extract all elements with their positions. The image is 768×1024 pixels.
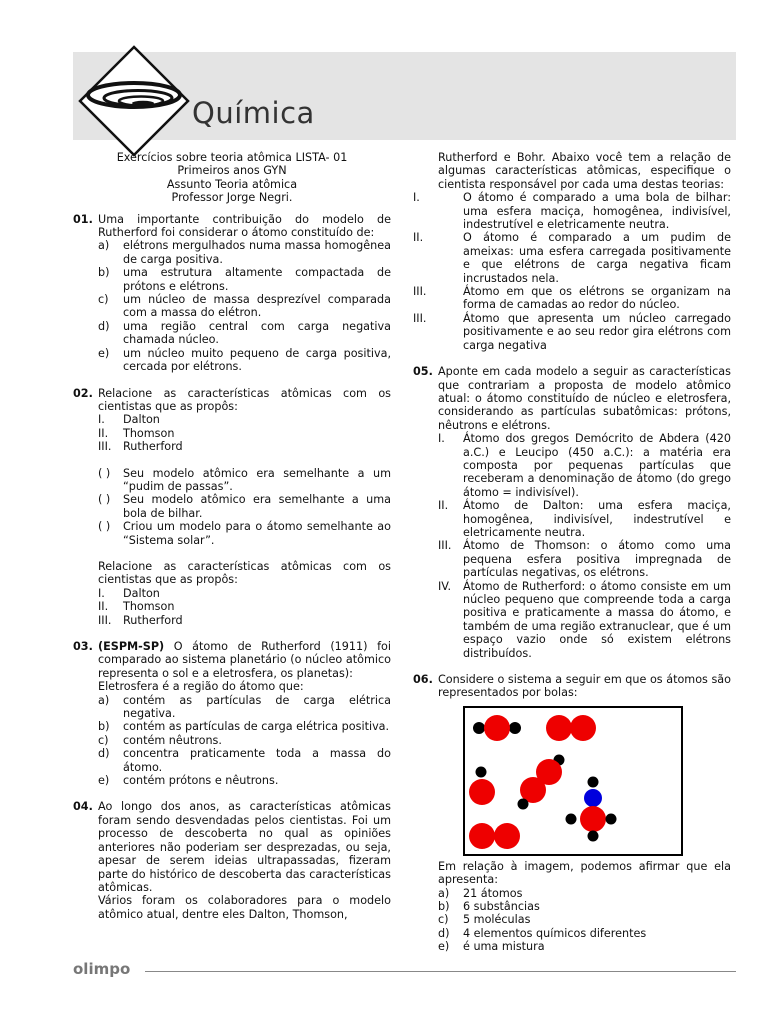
question-05 xyxy=(413,365,731,660)
option xyxy=(98,720,391,733)
item-label: III. xyxy=(98,613,112,627)
option-text: 21 átomos xyxy=(463,886,523,900)
option xyxy=(98,734,391,747)
question-04 xyxy=(73,800,391,921)
option xyxy=(438,887,731,900)
option-label: c) xyxy=(98,733,109,747)
theory-item xyxy=(413,285,731,312)
black-atom xyxy=(473,722,485,734)
question-text-repeat: Relacione as características atômicas com os cientistas que as propôs: xyxy=(98,559,391,587)
option-text: uma estrutura altamente compactada de prótons e elétrons. xyxy=(123,266,391,293)
theory-item xyxy=(413,191,731,232)
question-subtext: Em relação à imagem, podemos afirmar que ela apresenta: xyxy=(438,859,731,887)
question-text: Aponte em cada modelo a seguir as características que contrariam a proposta de modelo atômico atual: o átomo constituído de núcleo e eletrosfera, considerando as partículas subatômicas: prótons, nêutrons e elétrons. xyxy=(438,365,731,432)
item-text: Rutherford xyxy=(123,613,183,627)
left-column xyxy=(73,151,391,921)
option xyxy=(98,747,391,774)
intro-line: Assunto Teoria atômica xyxy=(166,177,298,191)
option-text: 4 elementos químicos diferentes xyxy=(463,926,647,940)
question-text: Uma importante contribuição do modelo de Rutherford foi considerar o átomo constituído de: xyxy=(98,212,391,240)
question-number: 05. xyxy=(413,365,433,379)
black-atom xyxy=(518,798,529,809)
question-subtext: Eletrosfera é a região do átomo que: xyxy=(98,680,304,694)
item-label: I. xyxy=(438,432,445,446)
intro-block xyxy=(73,151,391,205)
option-label: e) xyxy=(98,774,110,788)
red-atom xyxy=(484,715,510,741)
option xyxy=(98,293,391,320)
question-number: 02. xyxy=(73,386,93,400)
intro-line: Exercícios sobre teoria atômica LISTA- 01 xyxy=(116,151,348,164)
item-label: I. xyxy=(413,191,420,205)
option-text: é uma mistura xyxy=(463,940,545,954)
scientist-item xyxy=(98,413,391,426)
item-text: Átomo dos gregos Demócrito de Abdera (420 a.C.) e Leucipo (450 a.C.): a matéria era composta por pequenas partículas que receberam a denominação de átomo (do grego átomo = indivisível). xyxy=(463,432,731,499)
question-number: 04. xyxy=(73,800,93,814)
option-label: c) xyxy=(98,293,109,307)
question-06-continued xyxy=(413,860,731,954)
question-number: 01. xyxy=(73,212,93,226)
statement xyxy=(98,520,391,547)
option xyxy=(438,913,731,926)
item-text: Átomo de Dalton: uma esfera maciça, homogênea, indivisível, indestrutível e eletricamente neutra. xyxy=(463,499,731,539)
item-label: III. xyxy=(413,285,427,299)
option xyxy=(98,239,391,266)
option-label: a) xyxy=(438,886,450,900)
statement-text: Seu modelo atômico era semelhante a um “pudim de passas”. xyxy=(123,466,391,493)
scientist-item xyxy=(98,587,391,600)
option xyxy=(98,774,391,787)
option-label: b) xyxy=(98,266,110,280)
item-text: Rutherford xyxy=(123,440,183,454)
question-02 xyxy=(73,387,391,628)
question-01 xyxy=(73,213,391,374)
item-text: Thomson xyxy=(123,600,175,614)
item-label: II. xyxy=(98,426,109,440)
option xyxy=(438,900,731,913)
model-item xyxy=(438,580,731,660)
option-text: elétrons mergulhados numa massa homogênea de carga positiva. xyxy=(123,239,391,266)
atoms-diagram xyxy=(465,708,681,854)
black-atom xyxy=(588,776,599,787)
item-text: Thomson xyxy=(123,426,175,440)
statement xyxy=(98,493,391,520)
option-text: contém nêutrons. xyxy=(123,733,222,747)
option xyxy=(98,266,391,293)
footer-rule xyxy=(145,971,736,972)
item-label: I. xyxy=(98,413,105,427)
option xyxy=(98,694,391,721)
red-atom xyxy=(494,823,520,849)
blue-atom xyxy=(584,789,602,807)
option-label: d) xyxy=(98,319,110,333)
option xyxy=(98,320,391,347)
option-label: b) xyxy=(438,900,450,914)
scientist-item xyxy=(98,600,391,613)
option-text: uma região central com carga negativa chamada núcleo. xyxy=(123,319,391,347)
question-06 xyxy=(413,673,731,700)
item-label: IV. xyxy=(438,579,452,593)
red-atom xyxy=(469,823,495,849)
question-body: O átomo de Rutherford (1911) foi comparado ao sistema planetário (o núcleo atômico representa o sol e a eletrosfera, os planetas): xyxy=(98,640,391,680)
item-label: II. xyxy=(438,499,449,513)
option-label: d) xyxy=(438,926,450,940)
option-text: contém as partículas de carga elétrica negativa. xyxy=(123,693,391,721)
statement-text: Criou um modelo para o átomo semelhante ao “Sistema solar”. xyxy=(123,520,391,547)
option-text: 5 moléculas xyxy=(463,913,531,927)
statement xyxy=(98,467,391,494)
item-text: Átomo de Thomson: o átomo como uma pequena esfera positiva impregnada de partículas negativas, os elétrons. xyxy=(463,539,731,580)
option-text: um núcleo de massa desprezível comparada com a massa do elétron. xyxy=(123,293,391,320)
black-atom xyxy=(588,830,599,841)
item-text: Átomo que apresenta um núcleo carregado positivamente e ao seu redor gira elétrons com carga negativa xyxy=(463,311,731,352)
black-atom xyxy=(509,722,521,734)
theory-item xyxy=(413,231,731,285)
question-text-continued: Rutherford e Bohr. Abaixo você tem a relação de algumas características atômicas, especifique o cientista responsável por cada uma destas teorias: xyxy=(438,151,731,191)
blank-parens: ( ) xyxy=(98,520,111,534)
option-label: a) xyxy=(98,693,110,707)
option-label: c) xyxy=(438,913,449,927)
question-source: (ESPM-SP) xyxy=(98,640,165,653)
option-text: contém as partículas de carga elétrica positiva. xyxy=(123,720,390,734)
option xyxy=(438,940,731,953)
black-atom xyxy=(606,813,617,824)
red-atom xyxy=(580,806,606,832)
option xyxy=(438,927,731,940)
question-text xyxy=(98,640,391,680)
question-text: Relacione as características atômicas com os cientistas que as propôs: xyxy=(98,386,391,413)
option-label: b) xyxy=(98,720,110,734)
item-label: II. xyxy=(98,600,109,614)
model-item xyxy=(438,539,731,579)
model-item xyxy=(438,499,731,539)
item-label: I. xyxy=(98,586,105,600)
option-text: um núcleo muito pequeno de carga positiva, cercada por elétrons. xyxy=(123,346,391,374)
item-label: II. xyxy=(413,231,424,245)
question-number: 06. xyxy=(413,673,433,687)
option xyxy=(98,347,391,374)
right-column xyxy=(413,151,731,954)
item-text: Dalton xyxy=(123,586,160,600)
option-label: a) xyxy=(98,239,110,253)
option-text: 6 substâncias xyxy=(463,900,540,914)
blank-parens: ( ) xyxy=(98,493,111,507)
item-text: Átomo de Rutherford: o átomo consiste em um núcleo pequeno que compreende toda a carga positiva e praticamente a massa do átomo, e também de uma região extranuclear, que é um espaço vazio onde só existem elétrons distribuídos. xyxy=(463,579,731,660)
statement-text: Seu modelo atômico era semelhante a uma bola de bilhar. xyxy=(123,493,391,520)
question-number: 03. xyxy=(73,640,93,653)
black-atom xyxy=(476,766,487,777)
question-text-continued: Vários foram os colaboradores para o modelo atômico atual, dentre eles Dalton, Thomson, xyxy=(98,894,391,921)
item-label: III. xyxy=(438,539,452,553)
question-03 xyxy=(73,640,391,787)
red-atom xyxy=(546,715,572,741)
blank-parens: ( ) xyxy=(98,466,111,480)
option-label: d) xyxy=(98,747,110,761)
page-title: Química xyxy=(192,96,315,130)
option-text: concentra praticamente toda a massa do átomo. xyxy=(123,747,391,774)
scientist-item xyxy=(98,440,391,453)
intro-line: Professor Jorge Negri. xyxy=(171,191,293,205)
item-text: Dalton xyxy=(123,413,160,427)
theory-item xyxy=(413,311,731,352)
red-atom xyxy=(570,715,596,741)
item-label: III. xyxy=(98,440,112,454)
red-atom xyxy=(469,779,495,805)
option-text: contém prótons e nêutrons. xyxy=(123,774,279,788)
item-text: O átomo é comparado a um pudim de ameixas: uma esfera carregada positivamente e que elétrons de carga negativa ficam incrustados nela. xyxy=(463,231,731,285)
option-label: e) xyxy=(438,940,450,954)
question-text: Considere o sistema a seguir em que os átomos são representados por bolas: xyxy=(438,673,731,700)
model-item xyxy=(438,432,731,499)
question-04-continued xyxy=(413,151,731,352)
item-text: O átomo é comparado a uma bola de bilhar: uma esfera maciça, homogênea, indivisível, indestrutível e eletricamente neutra. xyxy=(463,191,731,232)
item-label: III. xyxy=(413,311,427,325)
scientist-item xyxy=(98,614,391,627)
black-atom xyxy=(566,813,577,824)
question-text: Ao longo dos anos, as características atômicas foram sendo desvendadas pelos cientistas. Foi um processo de descoberta no qual as opiniões anteriores não poderiam ser desprezadas, ou seja, apesar de serem ideias ultrapassadas, fizeram parte do histórico de descoberta das características atômicas. xyxy=(98,800,391,894)
intro-line: Primeiros anos GYN xyxy=(177,164,287,178)
atoms-figure xyxy=(463,706,683,856)
option-label: e) xyxy=(98,346,110,360)
footer-brand: olimpo xyxy=(73,960,131,978)
scientist-item xyxy=(98,427,391,440)
olimpo-logo-icon xyxy=(78,45,190,157)
item-text: Átomo em que os elétrons se organizam na forma de camadas ao redor do núcleo. xyxy=(463,285,731,312)
